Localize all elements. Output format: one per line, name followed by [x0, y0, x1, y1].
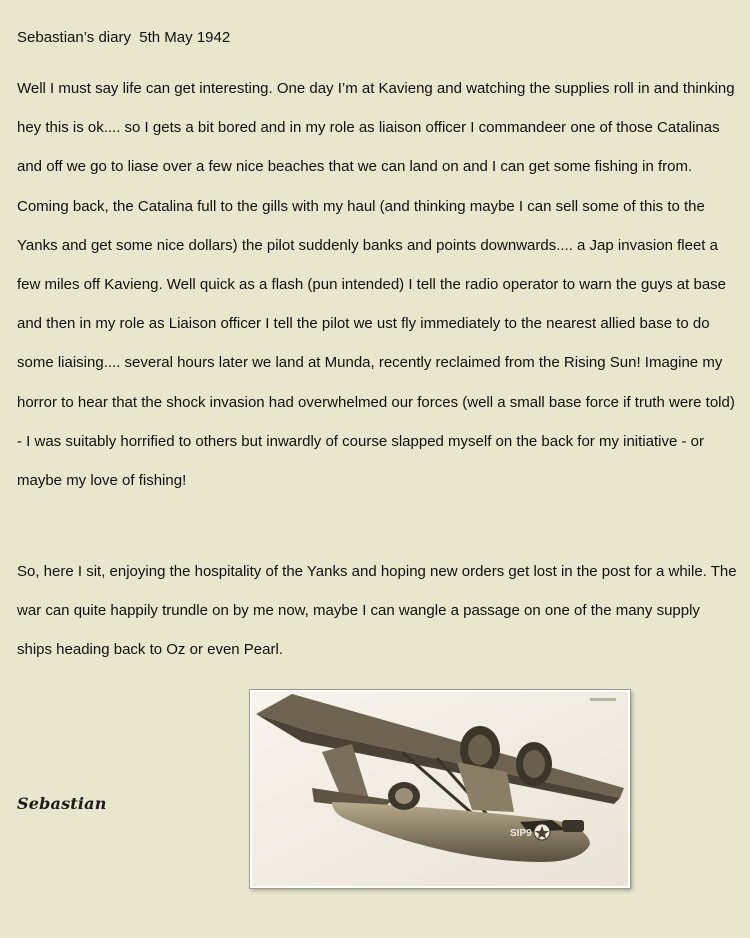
diary-paragraph-1: Well I must say life can get interesting. One day I’m at Kavieng and watching the supplies roll in and thinking hey this is ok.... so I gets a bit bored and in my role as liaison officer I commandeer one of those Catalinas and off we go to liase over a few nice beaches that we can land on and I can get some fishing in from. Coming back, the Catalina full to the gills with my haul (and thinking maybe I can sell some of this to the Yanks and get some nice dollars) the pilot suddenly banks and points downwards.... a Jap invasion fleet a few miles off Kavieng. Well quick as a flash (pun intended) I tell the radio operator to warn the guys at base and then in my role as Liaison officer I tell the pilot we ust fly immediately to the nearest allied base to do some liaising.... several hours later we land at Munda, recently reclaimed from the Rising Sun! Imagine my horror to hear that the shock invasion had overwhelmed our forces (well a small base force if truth were told) - I was suitably horrified to others but inwardly of course slapped myself on the back for my initiative - or maybe my love of fishing!: [17, 80, 735, 490]
diary-title: Sebastian’s diary 5th May 1942: [17, 29, 231, 46]
diary-paragraph-2: So, here I sit, enjoying the hospitality of the Yanks and hoping new orders get lost in the post for a while. The war can quite happily trundle on by me now, maybe I can wangle a passage on one of the many supply ships heading back to Oz or even Pearl.: [17, 563, 737, 659]
signature: Sebastian: [17, 794, 107, 813]
hull-marking: SIP9: [510, 828, 532, 839]
catalina-flying-boat-illustration: [252, 692, 628, 886]
catalina-photo: [250, 690, 630, 888]
